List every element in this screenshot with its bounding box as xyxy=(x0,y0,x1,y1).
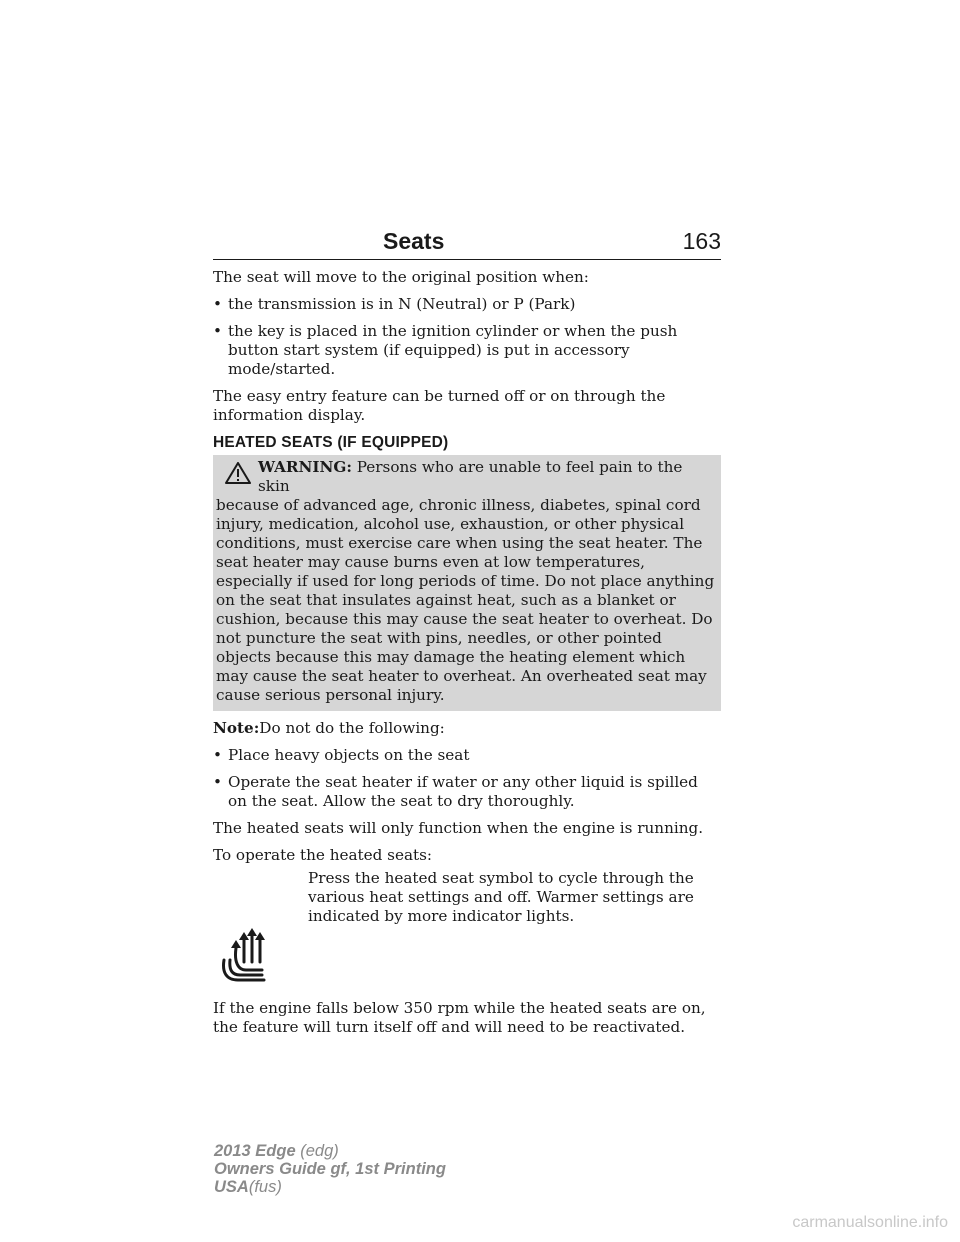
list-item-text: the key is placed in the ignition cylinder or when the push button start system (if equipped) is put in accessory mode/started. xyxy=(228,322,678,378)
page-footer xyxy=(214,1142,446,1196)
warning-body: because of advanced age, chronic illness, diabetes, spinal cord injury, medication, alcohol use, exhaustion, or other physical conditions, must exercise care when using the seat heater. The seat heater may cause burns even at low temperatures, especially if used for long periods of time. Do not place anything on the seat that insulates against heat, such as a blanket or cushion, because this may cause the seat heater to overheat. Do not puncture the seat with pins, needles, or other pointed objects because this may damage the heating element which may cause the seat heater to overheat. An overheated seat may cause serious personal injury. xyxy=(216,496,715,704)
header-divider xyxy=(213,259,721,260)
warning-first-line xyxy=(216,458,716,496)
page-body xyxy=(213,268,721,1045)
list-item xyxy=(213,773,721,811)
footer-market-line xyxy=(214,1178,446,1196)
heated-seat-icon xyxy=(216,900,286,986)
bullet-icon: • xyxy=(213,322,222,340)
paragraph: To operate the heated seats: xyxy=(213,846,433,864)
note-label: Note: xyxy=(213,719,260,737)
footer-market-code: (fus) xyxy=(248,1178,282,1196)
bullet-icon: • xyxy=(213,773,222,791)
bullet-icon: • xyxy=(213,746,222,764)
warning-label: WARNING: xyxy=(258,458,352,476)
paragraph: The seat will move to the original position when: xyxy=(213,268,589,286)
watermark: carmanualsonline.info xyxy=(792,1214,948,1231)
list-item-text: Place heavy objects on the seat xyxy=(228,746,470,764)
footer-guide: Owners Guide gf, 1st Printing xyxy=(214,1160,446,1178)
list-item-text: Operate the seat heater if water or any other liquid is spilled on the seat. Allow the seat to dry thoroughly. xyxy=(228,773,698,810)
list-item xyxy=(213,322,721,379)
section-title: Seats xyxy=(383,228,445,254)
list-item-text: the transmission is in N (Neutral) or P (Park) xyxy=(228,295,576,313)
paragraph: If the engine falls below 350 rpm while the heated seats are on, the feature will turn itself off and will need to be reactivated. xyxy=(213,999,706,1036)
note-paragraph xyxy=(213,719,721,738)
list-item xyxy=(213,295,721,314)
warning-line1: Persons who are unable to feel pain to the skin xyxy=(258,458,683,495)
footer-model-line xyxy=(214,1142,446,1160)
page-header xyxy=(213,228,721,260)
footer-market: USA xyxy=(214,1178,249,1196)
section-heading: HEATED SEATS (IF EQUIPPED) xyxy=(213,434,449,451)
footer-model-code: (edg) xyxy=(300,1142,339,1160)
warning-box xyxy=(213,455,721,711)
heated-seat-text: Press the heated seat symbol to cycle through the various heat settings and off. Warmer settings are indicated by more indicator lights. xyxy=(308,869,694,925)
page-number: 163 xyxy=(682,228,721,254)
footer-model: 2013 Edge xyxy=(214,1142,296,1160)
list-item xyxy=(213,746,721,765)
bullet-icon: • xyxy=(213,295,222,313)
footer-guide-line xyxy=(214,1160,446,1178)
warning-text xyxy=(216,458,716,705)
heated-seat-instruction xyxy=(213,869,721,997)
warning-triangle-icon xyxy=(225,462,251,484)
note-text: Do not do the following: xyxy=(259,719,445,737)
paragraph: The easy entry feature can be turned off or on through the information display. xyxy=(213,387,666,424)
paragraph: The heated seats will only function when the engine is running. xyxy=(213,819,704,837)
